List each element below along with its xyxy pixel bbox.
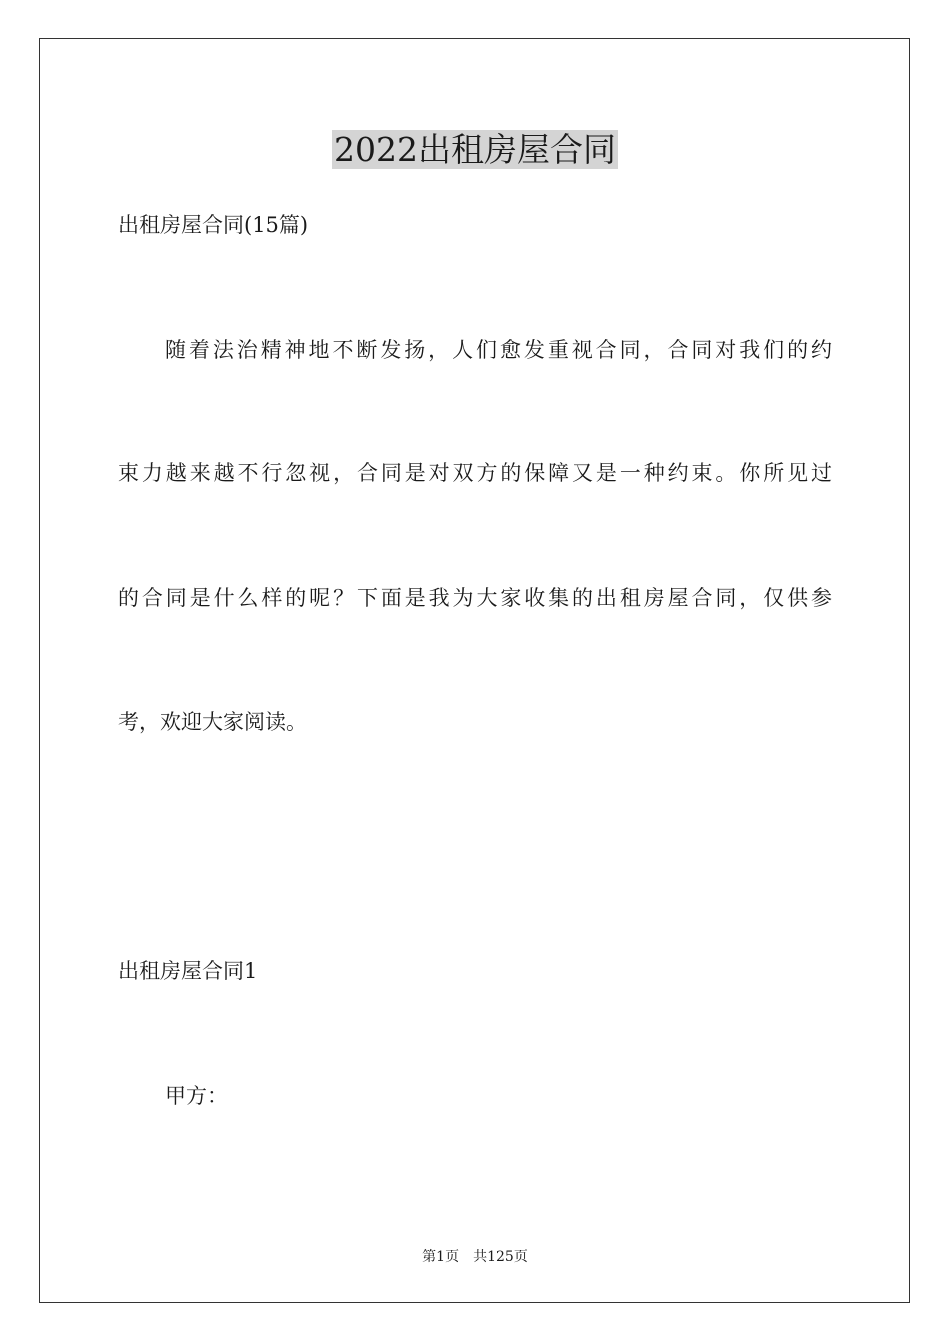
section-heading: 出租房屋合同1 xyxy=(118,959,258,983)
intro-line-1: 随着法治精神地不断发扬，人们愈发重视合同，合同对我们的约 xyxy=(165,338,832,362)
page-number-current: 第1页 xyxy=(422,1249,460,1265)
document-title-text: 2022出租房屋合同 xyxy=(334,130,616,169)
intro-line-3: 的合同是什么样的呢？下面是我为大家收集的出租房屋合同，仅供参 xyxy=(118,586,832,610)
intro-line-2: 束力越来越不行忽视，合同是对双方的保障又是一种约束。你所见过 xyxy=(118,461,832,485)
party-a-label: 甲方： xyxy=(165,1084,228,1108)
intro-line-4: 考，欢迎大家阅读。 xyxy=(118,710,307,734)
page-number-total: 共125页 xyxy=(473,1249,528,1265)
document-title xyxy=(0,128,950,172)
page-footer xyxy=(0,1248,950,1266)
document-subtitle: 出租房屋合同(15篇) xyxy=(118,213,309,237)
